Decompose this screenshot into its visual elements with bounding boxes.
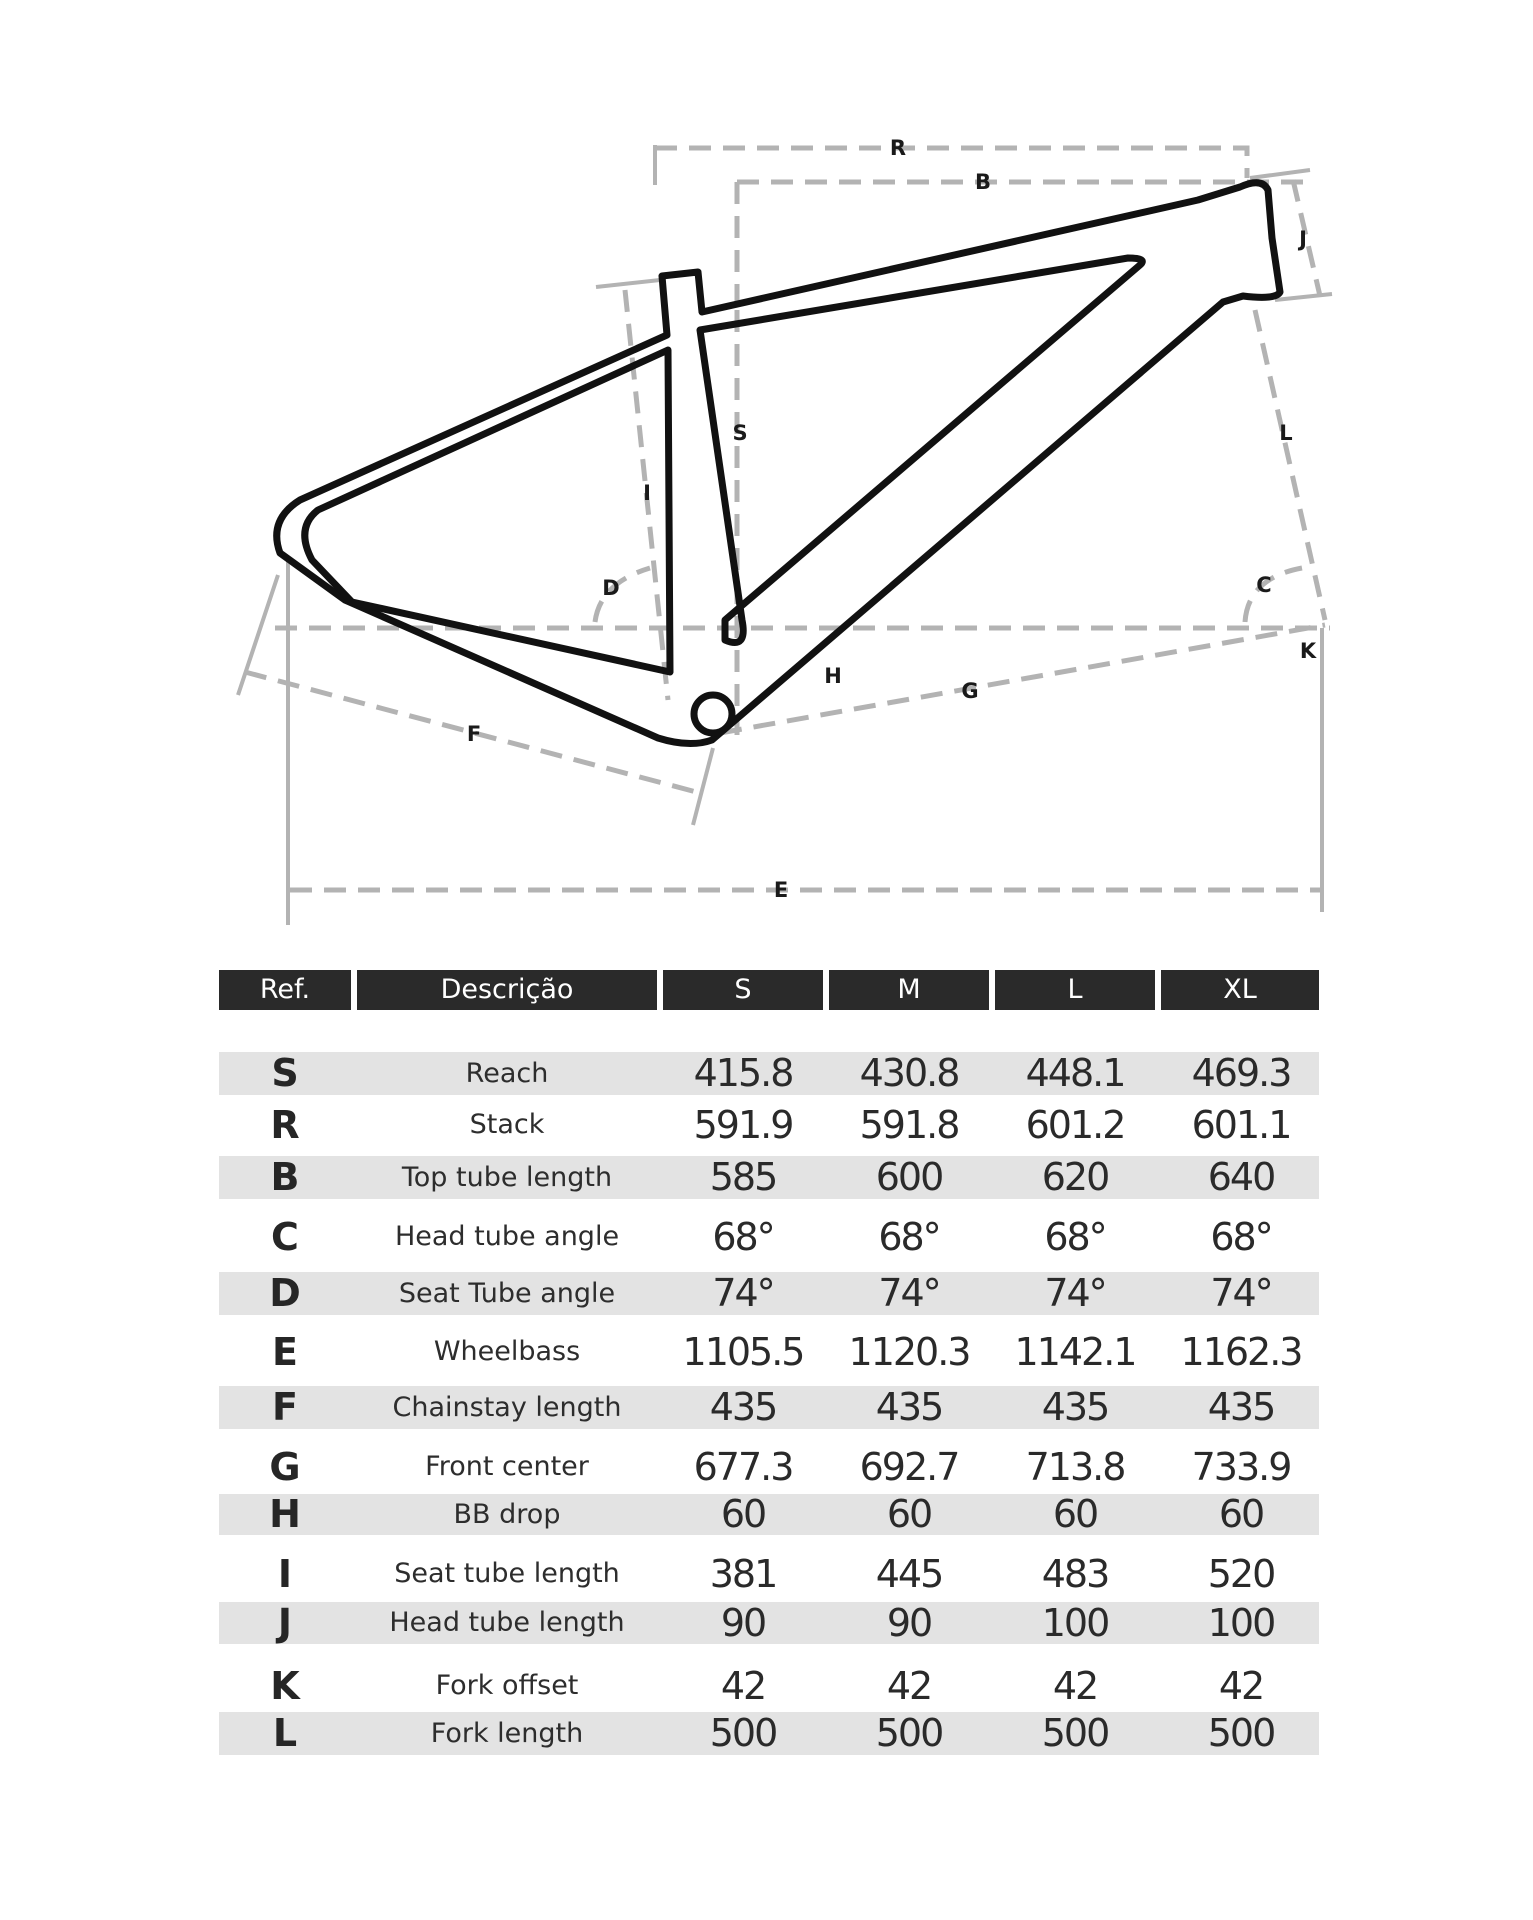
row-ref-letter: S: [271, 1051, 299, 1095]
value-size-l: 483: [1041, 1552, 1109, 1596]
header-ref: Ref.: [219, 970, 351, 1010]
table-row: [219, 1208, 1319, 1266]
value-size-m: 60: [886, 1492, 932, 1536]
value-size-s: 60: [720, 1492, 766, 1536]
header-size-l: L: [995, 970, 1155, 1010]
value-size-s: 585: [709, 1155, 777, 1199]
value-size-xl: 1162.3: [1180, 1330, 1302, 1374]
row-description: Stack: [469, 1109, 545, 1140]
label-f: F: [466, 722, 482, 746]
value-size-m: 74°: [878, 1271, 940, 1315]
value-size-xl: 469.3: [1191, 1051, 1291, 1095]
head-tube-bottom-extension: [1275, 294, 1332, 300]
row-description: Wheelbass: [433, 1336, 581, 1367]
value-size-l: 448.1: [1025, 1051, 1125, 1095]
value-size-xl: 42: [1218, 1664, 1264, 1708]
value-size-s: 42: [720, 1664, 766, 1708]
label-i: I: [643, 481, 651, 505]
value-size-s: 74°: [712, 1271, 774, 1315]
rear-triangle-outline: [305, 350, 670, 672]
label-c: C: [1256, 573, 1272, 597]
row-description: BB drop: [453, 1499, 561, 1530]
row-ref-letter: G: [269, 1445, 301, 1489]
row-ref-letter: E: [272, 1330, 298, 1374]
value-size-l: 42: [1052, 1664, 1098, 1708]
label-s: S: [732, 421, 748, 445]
value-size-l: 713.8: [1025, 1445, 1125, 1489]
value-size-m: 591.8: [859, 1103, 959, 1147]
value-size-l: 435: [1041, 1385, 1109, 1429]
dimension-lines: [238, 145, 1332, 925]
top-tube-line: [737, 182, 1305, 310]
dimension-labels: [467, 136, 1317, 902]
label-r: R: [889, 136, 907, 160]
label-d: D: [602, 576, 620, 600]
row-ref-letter: K: [270, 1664, 300, 1708]
value-size-s: 1105.5: [682, 1330, 804, 1374]
table-row: [219, 1658, 1319, 1714]
value-size-xl: 74°: [1210, 1271, 1272, 1315]
value-size-xl: 520: [1207, 1552, 1275, 1596]
table-header: [219, 970, 1319, 1010]
head-angle-arc: [1245, 568, 1302, 622]
chainstay-bb-extension: [693, 748, 713, 825]
row-description: Reach: [465, 1058, 549, 1089]
row-ref-letter: L: [272, 1711, 298, 1755]
row-description: Chainstay length: [392, 1392, 622, 1423]
header-size-xl: XL: [1161, 970, 1319, 1010]
table-row: [219, 1052, 1319, 1095]
row-ref-letter: I: [277, 1552, 293, 1596]
value-size-s: 68°: [712, 1215, 774, 1259]
value-size-l: 74°: [1044, 1271, 1106, 1315]
value-size-s: 677.3: [693, 1445, 793, 1489]
table-row: [219, 1712, 1319, 1755]
value-size-s: 90: [720, 1601, 766, 1645]
front-center-line: [720, 625, 1325, 733]
header-size-m: M: [829, 970, 989, 1010]
value-size-l: 500: [1041, 1711, 1109, 1755]
label-k: K: [1299, 639, 1317, 663]
value-size-xl: 68°: [1210, 1215, 1272, 1259]
head-tube-top-extension: [1250, 170, 1310, 178]
value-size-l: 68°: [1044, 1215, 1106, 1259]
row-ref-letter: R: [270, 1103, 300, 1147]
value-size-m: 430.8: [859, 1051, 959, 1095]
value-size-s: 500: [709, 1711, 777, 1755]
value-size-m: 600: [875, 1155, 943, 1199]
row-ref-letter: J: [277, 1601, 293, 1645]
value-size-xl: 640: [1207, 1155, 1275, 1199]
table-row: [219, 1102, 1319, 1148]
table-row: [219, 1546, 1319, 1602]
table-row: [219, 1272, 1319, 1315]
row-description: Front center: [425, 1451, 589, 1482]
value-size-l: 601.2: [1025, 1103, 1125, 1147]
value-size-m: 42: [886, 1664, 932, 1708]
value-size-xl: 601.1: [1191, 1103, 1291, 1147]
row-ref-letter: H: [269, 1492, 301, 1536]
reach-line: [655, 148, 1247, 178]
value-size-s: 435: [709, 1385, 777, 1429]
table-row: [219, 1602, 1319, 1644]
row-ref-letter: D: [269, 1271, 301, 1315]
frame-geometry-diagram: [0, 0, 1533, 950]
row-description: Fork offset: [435, 1670, 579, 1701]
row-description: Seat Tube angle: [398, 1278, 616, 1309]
bottom-bracket: [694, 695, 732, 733]
row-description: Head tube angle: [394, 1221, 620, 1252]
row-ref-letter: C: [271, 1215, 299, 1259]
row-description: Top tube length: [401, 1162, 613, 1193]
value-size-xl: 435: [1207, 1385, 1275, 1429]
value-size-s: 415.8: [693, 1051, 793, 1095]
value-size-l: 620: [1041, 1155, 1109, 1199]
value-size-s: 381: [709, 1552, 777, 1596]
value-size-m: 445: [875, 1552, 943, 1596]
value-size-m: 68°: [878, 1215, 940, 1259]
label-g: G: [961, 679, 979, 703]
value-size-s: 591.9: [693, 1103, 793, 1147]
value-size-m: 435: [875, 1385, 943, 1429]
label-h: H: [824, 664, 842, 688]
value-size-m: 90: [886, 1601, 932, 1645]
row-ref-letter: B: [270, 1155, 300, 1199]
table-row: [219, 1494, 1319, 1535]
label-b: B: [974, 170, 992, 194]
value-size-xl: 733.9: [1191, 1445, 1291, 1489]
table-row: [219, 1156, 1319, 1199]
value-size-m: 500: [875, 1711, 943, 1755]
frame-inner-outline: [700, 258, 1142, 643]
value-size-xl: 100: [1207, 1601, 1275, 1645]
row-description: Seat tube length: [394, 1558, 620, 1589]
table-row: [219, 1440, 1319, 1494]
value-size-m: 1120.3: [848, 1330, 970, 1374]
value-size-l: 60: [1052, 1492, 1098, 1536]
label-l: L: [1279, 421, 1293, 445]
value-size-m: 692.7: [859, 1445, 959, 1489]
header-description: Descrição: [357, 970, 657, 1010]
label-j: J: [1299, 227, 1307, 251]
value-size-xl: 500: [1207, 1711, 1275, 1755]
seat-tube-extension-top: [596, 280, 660, 287]
row-description: Fork length: [430, 1718, 584, 1749]
geometry-table: [219, 970, 1319, 1755]
label-e: E: [773, 878, 789, 902]
value-size-l: 1142.1: [1014, 1330, 1136, 1374]
table-row: [219, 1386, 1319, 1429]
row-description: Head tube length: [389, 1607, 625, 1638]
header-size-s: S: [663, 970, 823, 1010]
value-size-xl: 60: [1218, 1492, 1264, 1536]
table-row: [219, 1322, 1319, 1382]
row-ref-letter: F: [272, 1385, 298, 1429]
value-size-l: 100: [1041, 1601, 1109, 1645]
